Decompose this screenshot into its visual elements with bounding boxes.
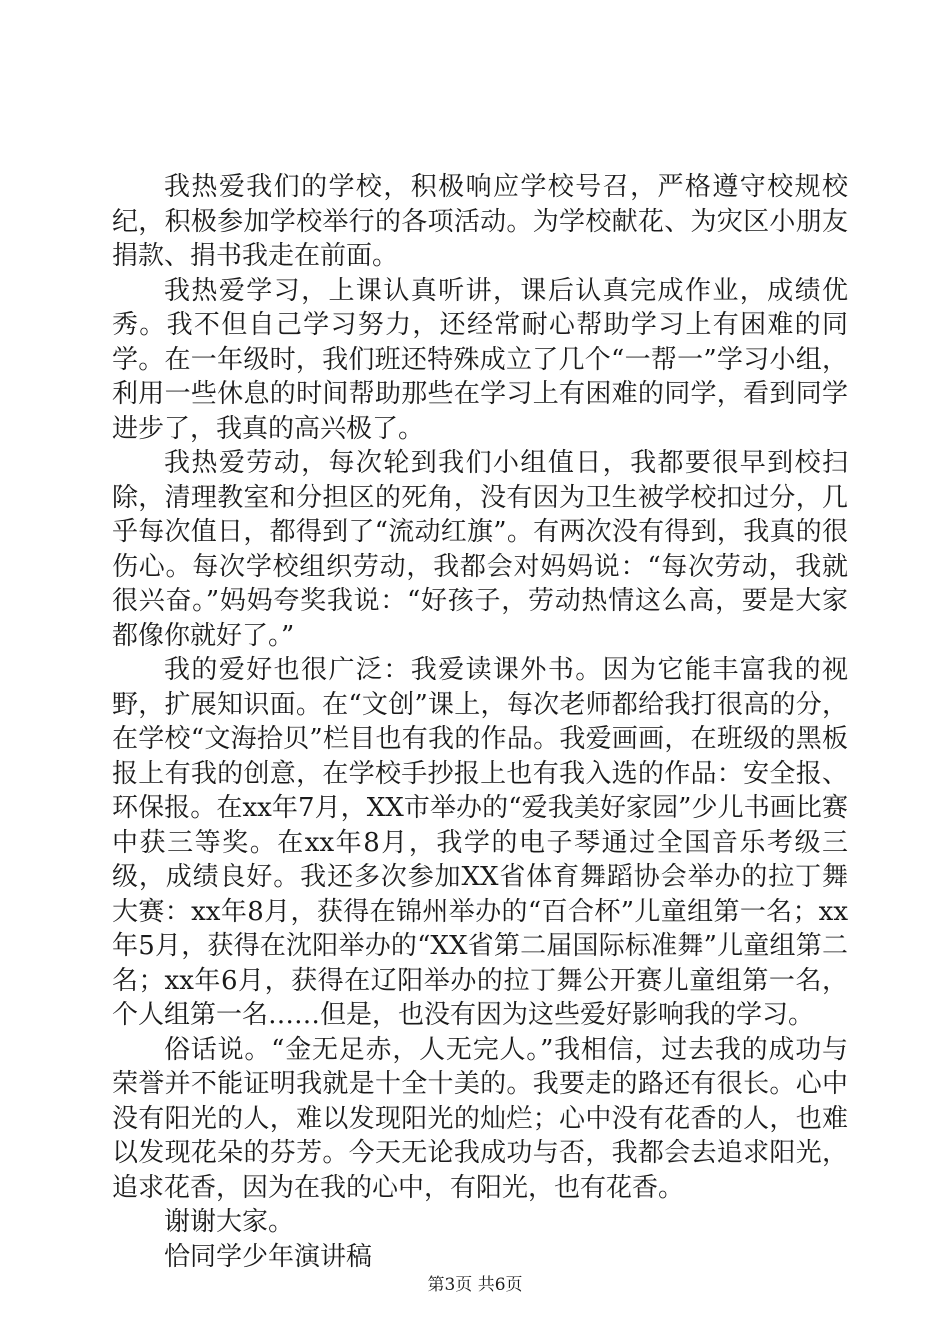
paragraph-proverb: 俗话说。“金无足赤，人无完人。”我相信，过去我的成功与荣誉并不能证明我就是十全十美的。我要走的路还有很长。心中没有阳光的人，难以发现阳光的灿烂；心中没有花香的人，也难以发现花朵的芬芳。今天无论我成功与否，我都会去追求阳光，追求花香，因为在我的心中，有阳光，也有花香。 bbox=[112, 1034, 848, 1203]
paragraph-hobbies: 我的爱好也很广泛：我爱读课外书。因为它能丰富我的视野，扩展知识面。在“文创”课上，每次老师都给我打很高的分，在学校“文海拾贝”栏目也有我的作品。我爱画画，在班级的黑板报上有我的创意，在学校手抄报上也有我入选的作品：安全报、环保报。在xx年7月，XX市举办的“爱我美好家园”少儿书画比赛中获三等奖。在xx年8月，我学的电子琴通过全国音乐考级三级，成绩良好。我还多次参加XX省体育舞蹈协会举办的拉丁舞大赛：xx年8月，获得在锦州举办的“百合杯”儿童组第一名；xx年5月，获得在沈阳举办的“XX省第二届国际标准舞”儿童组第二名；xx年6月，获得在辽阳举办的拉丁舞公开赛儿童组第一名，个人组第一名……但是，也没有因为这些爱好影响我的学习。 bbox=[112, 655, 848, 1030]
paragraph-school: 我热爱我们的学校，积极响应学校号召，严格遵守校规校纪，积极参加学校举行的各项活动。为学校献花、为灾区小朋友捐款、捐书我走在前面。 bbox=[112, 172, 848, 271]
paragraph-labor: 我热爱劳动，每次轮到我们小组值日，我都要很早到校扫除，清理教室和分担区的死角，没有因为卫生被学校扣过分，几乎每次值日，都得到了“流动红旗”。有两次没有得到，我真的很伤心。每次学校组织劳动，我都会对妈妈说：“每次劳动，我就很兴奋。”妈妈夸奖我说：“好孩子，劳动热情这么高，要是大家都像你就好了。” bbox=[112, 448, 848, 651]
page-footer: 第3页 共6页 bbox=[427, 1275, 523, 1295]
paragraph-study: 我热爱学习，上课认真听讲，课后认真完成作业，成绩优秀。我不但自己学习努力，还经常耐心帮助学习上有困难的同学。在一年级时，我们班还特殊成立了几个“一帮一”学习小组，利用一些休息的时间帮助那些在学习上有困难的同学，看到同学进步了，我真的高兴极了。 bbox=[112, 275, 848, 444]
paragraph-thanks: 谢谢大家。 bbox=[164, 1207, 295, 1237]
document-body bbox=[112, 170, 848, 1274]
paragraph-next-title: 恰同学少年演讲稿 bbox=[164, 1241, 373, 1272]
